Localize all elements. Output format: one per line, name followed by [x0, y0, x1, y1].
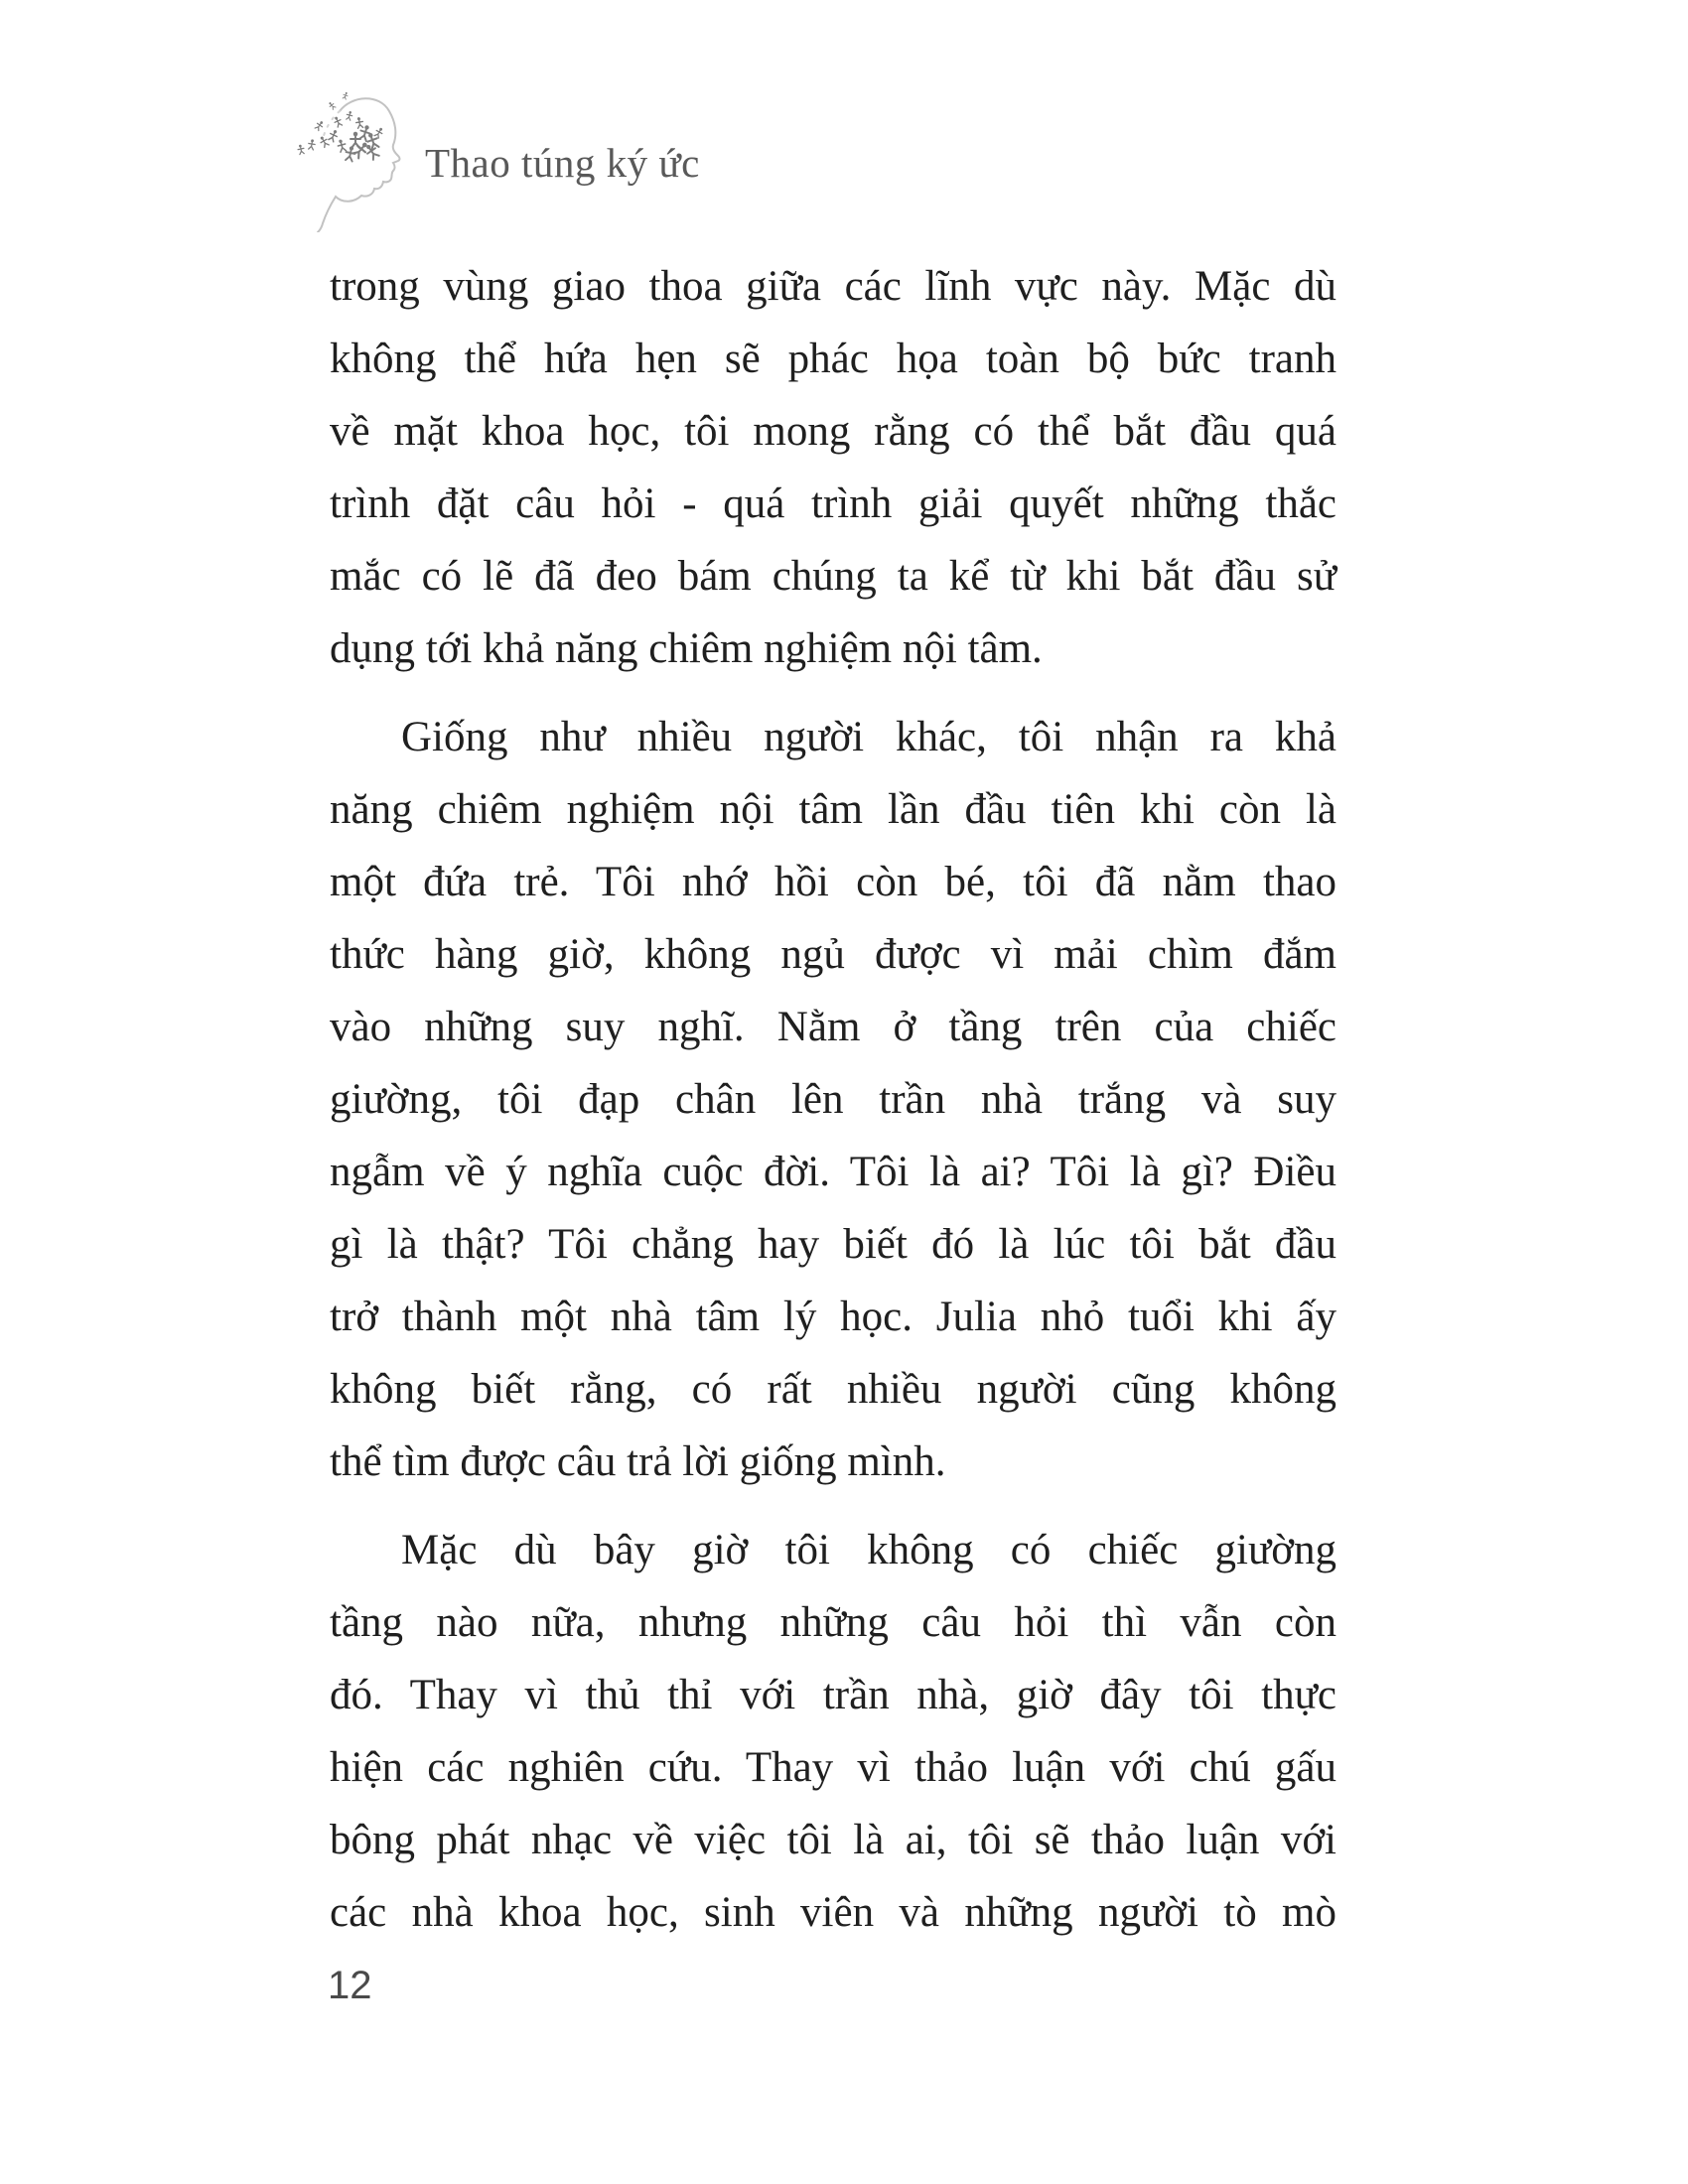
text-line: tầng nào nữa, nhưng những câu hỏi thì vẫn còn: [330, 1599, 1336, 1646]
text-line: trong vùng giao thoa giữa các lĩnh vực này. Mặc dù: [330, 263, 1336, 310]
running-head-title: Thao túng ký ức: [425, 140, 700, 186]
text-line: thức hàng giờ, không ngủ được vì mải chìm đắm: [330, 931, 1336, 978]
text-line: thể tìm được câu trả lời giống mình.: [330, 1438, 946, 1485]
paragraph: [330, 250, 1336, 685]
body-text: [330, 250, 1336, 1949]
page-header: [294, 77, 700, 232]
text-line: các nhà khoa học, sinh viên và những người tò mò: [330, 1889, 1336, 1936]
text-line: Mặc dù bây giờ tôi không có chiếc giường: [401, 1527, 1336, 1573]
paragraph: [330, 701, 1336, 1498]
text-line: vào những suy nghĩ. Nằm ở tầng trên của chiếc: [330, 1004, 1336, 1050]
text-line: hiện các nghiên cứu. Thay vì thảo luận với chú gấu: [330, 1744, 1336, 1791]
text-line: Giống như nhiều người khác, tôi nhận ra khả: [401, 714, 1336, 760]
text-line: về mặt khoa học, tôi mong rằng có thể bắt đầu quá: [330, 408, 1336, 455]
page-number: 12: [328, 1964, 372, 2007]
text-line: gì là thật? Tôi chẳng hay biết đó là lúc tôi bắt đầu: [330, 1221, 1336, 1268]
head-dispersing-figures-icon: [294, 77, 411, 232]
text-line: bông phát nhạc về việc tôi là ai, tôi sẽ thảo luận với: [330, 1817, 1336, 1863]
text-line: một đứa trẻ. Tôi nhớ hồi còn bé, tôi đã nằm thao: [330, 859, 1336, 905]
text-line: không thể hứa hẹn sẽ phác họa toàn bộ bức tranh: [330, 336, 1336, 382]
text-line: năng chiêm nghiệm nội tâm lần đầu tiên khi còn là: [330, 786, 1336, 833]
text-line: giường, tôi đạp chân lên trần nhà trắng và suy: [330, 1076, 1336, 1123]
text-line: mắc có lẽ đã đeo bám chúng ta kể từ khi bắt đầu sử: [330, 553, 1336, 600]
text-line: không biết rằng, có rất nhiều người cũng không: [330, 1366, 1336, 1413]
text-line: dụng tới khả năng chiêm nghiệm nội tâm.: [330, 625, 1043, 672]
paragraph: [330, 1514, 1336, 1949]
scatter-particles: [297, 91, 384, 162]
text-line: trình đặt câu hỏi - quá trình giải quyết những thắc: [330, 480, 1336, 527]
text-line: đó. Thay vì thủ thỉ với trần nhà, giờ đây tôi thực: [330, 1672, 1336, 1718]
text-line: trở thành một nhà tâm lý học. Julia nhỏ tuổi khi ấy: [330, 1294, 1336, 1340]
text-line: ngẫm về ý nghĩa cuộc đời. Tôi là ai? Tôi là gì? Điều: [330, 1149, 1336, 1195]
